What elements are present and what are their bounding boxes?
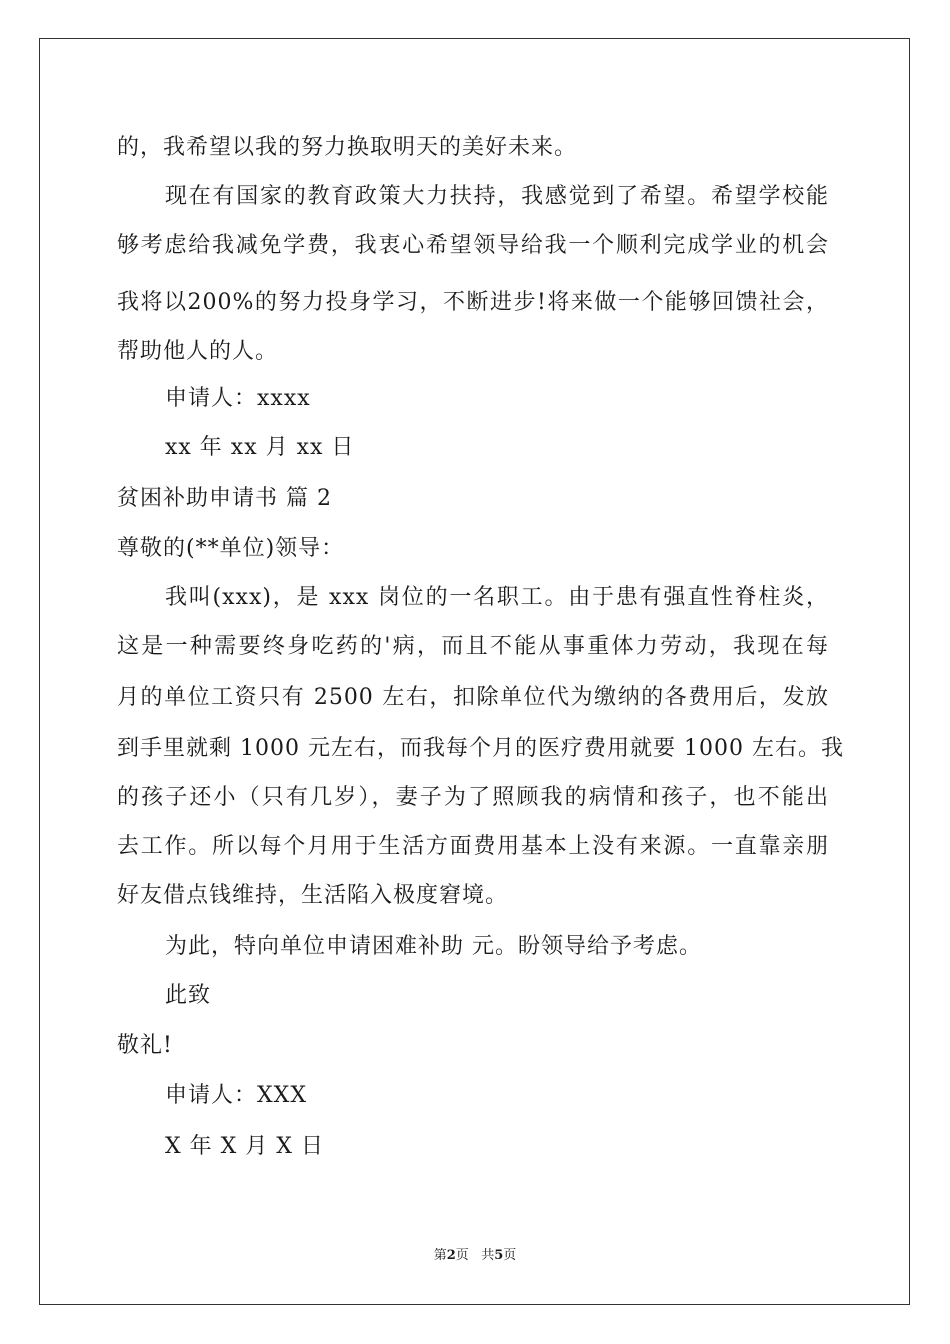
total-pages: 5 <box>494 1248 504 1263</box>
closing-jingli: 敬礼! <box>117 1033 173 1058</box>
page-number: 2 <box>446 1248 456 1263</box>
date-line-1: xx 年 xx 月 xx 日 <box>165 435 355 460</box>
body-line-1: 的，我希望以我的努力换取明天的美好未来。 <box>117 135 578 160</box>
letter-line-5: 的孩子还小（只有几岁），妻子为了照顾我的病情和孩子，也不能出 <box>117 785 829 810</box>
total-label-suffix: 页 <box>503 1248 517 1263</box>
letter-line-3: 月的单位工资只有 2500 左右，扣除单位代为缴纳的各费用后，发放 <box>117 685 829 710</box>
letter-line-2: 这是一种需要终身吃药的'病，而且不能从事重体力劳动，我现在每 <box>117 634 829 659</box>
salutation: 尊敬的(**单位)领导： <box>117 536 345 561</box>
page-label-suffix: 页 <box>455 1248 469 1263</box>
body-line-2: 现在有国家的教育政策大力扶持，我感觉到了希望。希望学校能 <box>165 184 829 209</box>
letter-line-1: 我叫(xxx)，是 xxx 岗位的一名职工。由于患有强直性脊柱炎， <box>165 585 829 610</box>
body-line-5: 帮助他人的人。 <box>117 339 279 364</box>
letter-line-7: 好友借点钱维持，生活陷入极度窘境。 <box>117 883 509 908</box>
applicant-line-1: 申请人：xxxx <box>165 386 311 411</box>
letter-line-6: 去工作。所以每个月用于生活方面费用基本上没有来源。一直靠亲朋 <box>117 834 829 859</box>
total-label-prefix: 共 <box>481 1248 495 1263</box>
letter-line-4: 到手里就剩 1000 元左右，而我每个月的医疗费用就要 1000 左右。我 <box>117 736 844 761</box>
page-border <box>39 38 910 1305</box>
body-line-3: 够考虑给我减免学费，我衷心希望领导给我一个顺利完成学业的机会 <box>117 233 829 258</box>
page-footer <box>0 1248 950 1264</box>
date-line-2: X 年 X 月 X 日 <box>165 1134 324 1159</box>
section-heading: 贫困补助申请书 篇 2 <box>117 486 332 511</box>
applicant-line-2: 申请人：XXX <box>165 1083 307 1108</box>
closing-cizhi: 此致 <box>165 983 212 1008</box>
request-line: 为此，特向单位申请困难补助 元。盼领导给予考虑。 <box>165 934 702 959</box>
page-label-prefix: 第 <box>433 1248 447 1263</box>
body-line-4: 我将以200%的努力投身学习，不断进步!将来做一个能够回馈社会， <box>117 290 829 315</box>
